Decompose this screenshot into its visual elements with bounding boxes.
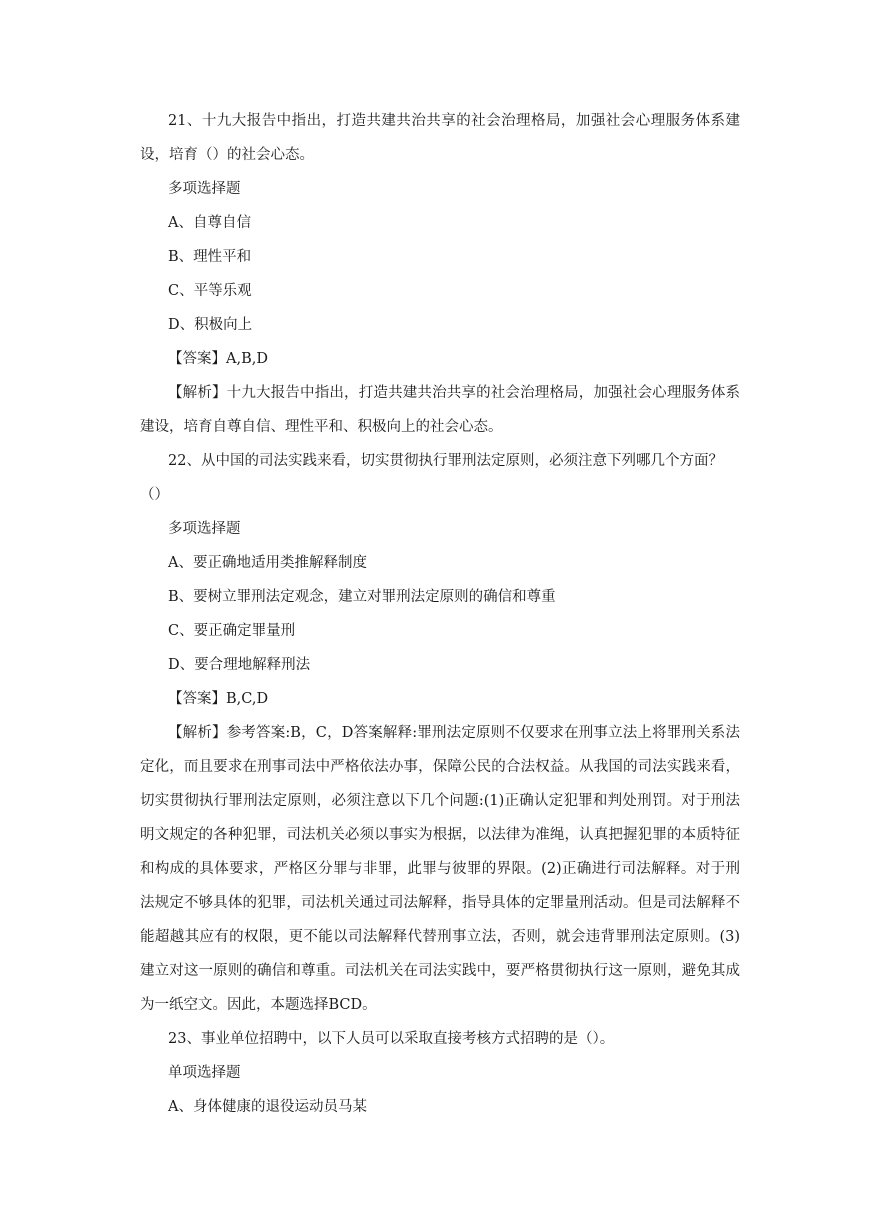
question-22-option-a: A、要正确地适用类推解释制度 [168,555,367,571]
question-21-option-a: A、自尊自信 [168,215,251,231]
question-22-type: 多项选择题 [168,521,241,537]
question-22-option-b: B、要树立罪刑法定观念，建立对罪刑法定原则的确信和尊重 [168,589,556,605]
question-23-type: 单项选择题 [168,1065,241,1081]
question-21-option-c: C、平等乐观 [168,283,252,299]
question-22-answer: 【答案】B,C,D [168,691,269,707]
question-21-stem: 21、十九大报告中指出，打造共建共治共享的社会治理格局，加强社会心理服务体系建设，培育（）的社会心态。 [140,113,740,163]
question-22-option-d: D、要合理地解释刑法 [168,657,311,673]
question-23-option-a: A、身体健康的退役运动员马某 [168,1099,367,1115]
question-21-option-b: B、理性平和 [168,249,252,265]
question-22-analysis: 【解析】参考答案:B，C，D答案解释:罪刑法定原则不仅要求在刑事立法上将罪刑关系法定化，而且要求在刑事司法中严格依法办事，保障公民的合法权益。从我国的司法实践来看，切实贯彻执行罪刑法定原则，必须注意以下几个问题:(1)正确认定犯罪和判处刑罚。对于刑法明文规定的各种犯罪，司法机关必须以事实为根据，以法律为准绳，认真把握犯罪的本质特征和构成的具体要求，严格区分罪与非罪，此罪与彼罪的界限。(2)正确进行司法解释。对于刑法规定不够具体的犯罪，司法机关通过司法解释，指导具体的定罪量刑活动。但是司法解释不能超越其应有的权限，更不能以司法解释代替刑事立法，否则，就会违背罪刑法定原则。(3)建立对这一原则的确信和尊重。司法机关在司法实践中，要严格贯彻执行这一原则，避免其成为一纸空文。因此，本题选择BCD。 [140,725,740,1013]
question-21-answer: 【答案】A,B,D [168,351,268,367]
question-21-analysis: 【解析】十九大报告中指出，打造共建共治共享的社会治理格局，加强社会心理服务体系建设，培育自尊自信、理性平和、积极向上的社会心态。 [140,385,740,435]
question-21-type: 多项选择题 [168,181,241,197]
question-22-option-c: C、要正确定罪量刑 [168,623,296,639]
question-22-stem: 22、从中国的司法实践来看，切实贯彻执行罪刑法定原则，必须注意下列哪几个方面？ [168,453,723,469]
question-21-option-d: D、积极向上 [168,317,253,333]
document-page [140,104,740,1124]
question-23-stem: 23、事业单位招聘中，以下人员可以采取直接考核方式招聘的是（）。 [168,1031,615,1047]
question-22-stem-bracket: （） [140,487,169,503]
